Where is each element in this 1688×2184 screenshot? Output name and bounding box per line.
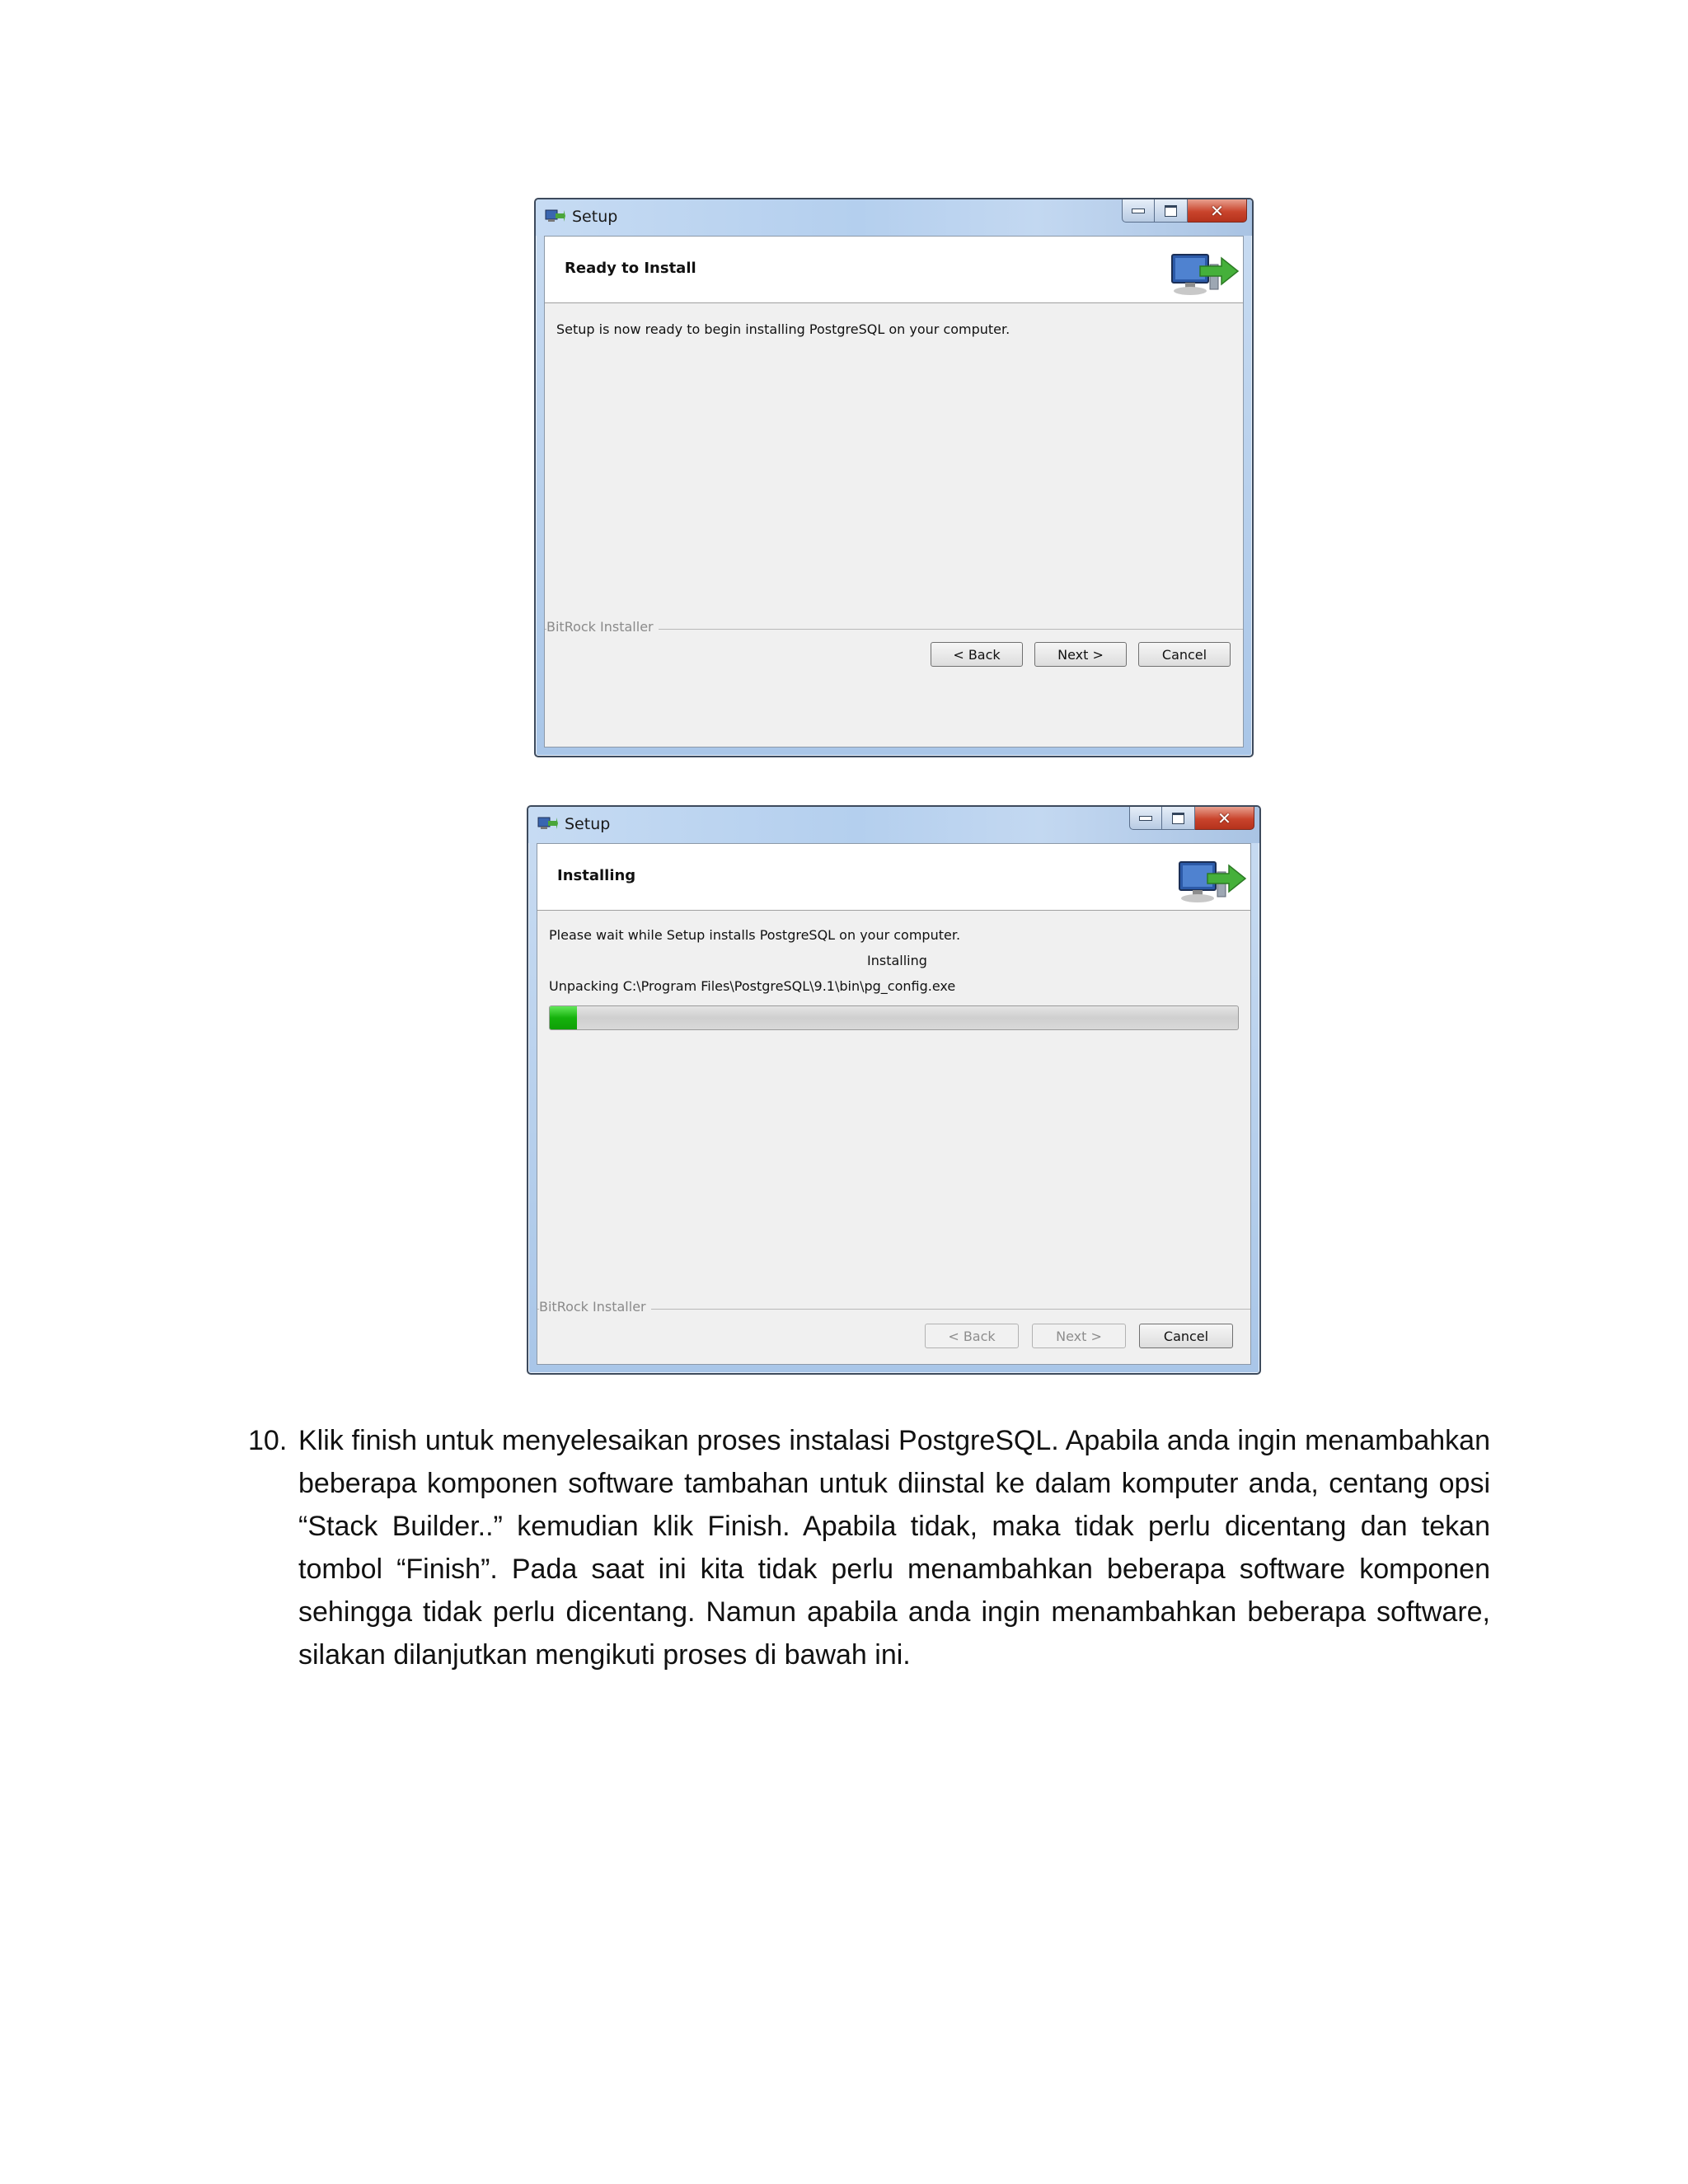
minimize-button[interactable] bbox=[1129, 807, 1162, 830]
close-button[interactable] bbox=[1188, 199, 1247, 223]
cancel-button[interactable]: Cancel bbox=[1139, 1324, 1233, 1348]
maximize-button[interactable] bbox=[1162, 807, 1195, 830]
progress-fill bbox=[550, 1006, 577, 1029]
dialog-header bbox=[545, 237, 1243, 303]
installer-app-icon bbox=[544, 207, 565, 225]
unpacking-file-label: Unpacking C:\Program Files\PostgreSQL\9.1\bin\pg_config.exe bbox=[549, 978, 956, 994]
computer-install-icon bbox=[1167, 241, 1240, 298]
close-icon: ✕ bbox=[1210, 200, 1224, 221]
back-button[interactable]: < Back bbox=[931, 642, 1023, 667]
status-message: Please wait while Setup installs PostgreSQL on your computer. bbox=[549, 927, 961, 943]
step-text: Klik finish untuk menyelesaikan proses instalasi PostgreSQL. Apabila anda ingin menambahkan beberapa komponen software tambahan untuk diinstal ke dalam komputer anda, centang opsi “Stack Builder..” kemudian klik Finish. Apabila tidak, maka tidak perlu dicentang dan tekan tombol “Finish”. Pada saat ini kita tidak perlu menambahkan beberapa software komponen sehingga tidak perlu dicentang. Namun apabila anda ingin menambahkan beberapa software, silakan dilanjutkan mengikuti proses di bawah ini. bbox=[298, 1425, 1490, 1671]
setup-dialog-installing bbox=[527, 805, 1261, 1375]
window-title: Setup bbox=[572, 208, 618, 226]
next-button[interactable]: Next > bbox=[1034, 642, 1127, 667]
installer-app-icon bbox=[537, 814, 558, 832]
page-title: Installing bbox=[557, 867, 636, 884]
title-bar[interactable] bbox=[536, 199, 1252, 236]
footer-brand-label: BitRock Installer bbox=[539, 1299, 651, 1315]
dialog-client-area bbox=[537, 843, 1251, 1365]
minimize-icon bbox=[1139, 816, 1152, 821]
cancel-button[interactable]: Cancel bbox=[1138, 642, 1231, 667]
setup-dialog-ready bbox=[534, 198, 1254, 757]
computer-install-icon bbox=[1175, 849, 1247, 905]
window-title: Setup bbox=[565, 815, 611, 833]
minimize-button[interactable] bbox=[1122, 199, 1155, 223]
install-progress-bar bbox=[549, 1005, 1239, 1030]
close-button[interactable] bbox=[1195, 807, 1254, 830]
dialog-header bbox=[537, 844, 1250, 911]
close-icon: ✕ bbox=[1217, 808, 1231, 828]
maximize-icon bbox=[1165, 205, 1177, 217]
step-paragraph bbox=[248, 1419, 1490, 1676]
install-status-label: Installing bbox=[867, 953, 927, 968]
footer-brand-label: BitRock Installer bbox=[546, 619, 659, 635]
minimize-icon bbox=[1132, 209, 1145, 213]
status-message: Setup is now ready to begin installing PostgreSQL on your computer. bbox=[556, 321, 1010, 337]
dialog-client-area bbox=[544, 236, 1244, 748]
page-title: Ready to Install bbox=[565, 260, 696, 277]
maximize-icon bbox=[1172, 813, 1184, 824]
next-button[interactable]: Next > bbox=[1032, 1324, 1126, 1348]
step-number: 10. bbox=[248, 1425, 288, 1456]
maximize-button[interactable] bbox=[1155, 199, 1188, 223]
title-bar[interactable] bbox=[528, 807, 1259, 843]
back-button[interactable]: < Back bbox=[925, 1324, 1019, 1348]
